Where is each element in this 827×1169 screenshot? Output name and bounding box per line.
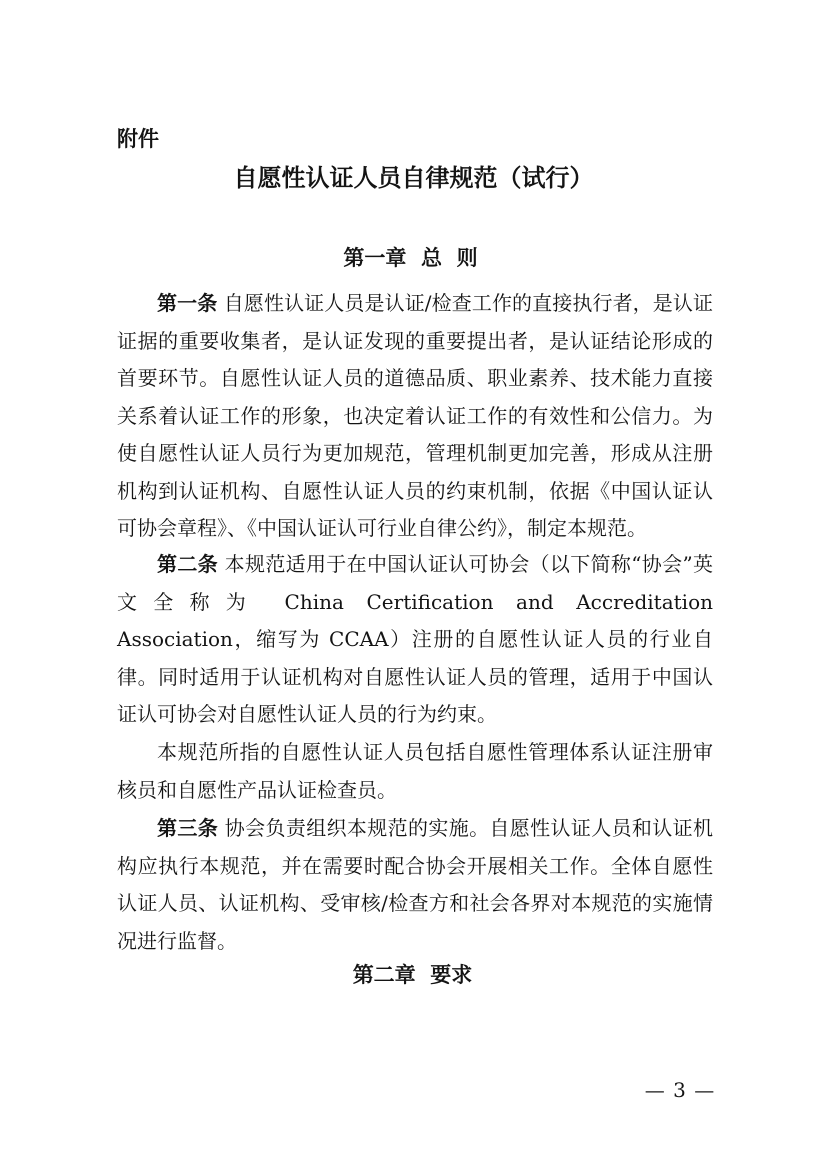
article-2-scope-text: 本规范所指的自愿性认证人员包括自愿性管理体系认证注册审核员和自愿性产品认证检查员。 bbox=[117, 740, 713, 802]
article-2-text: 本规范适用于在中国认证认可协会（以下简称“协会”英文全称为 China Certification and Accreditation Association，缩写为 CCAA）注册的自愿性认证人员的行业自律。同时适用于认证机构对自愿性认证人员的管理，适用于中国认证认可协会对自愿性认证人员的行为约束。 bbox=[117, 552, 713, 726]
chapter-1-heading: 第一章 总 则 bbox=[343, 246, 478, 270]
article-1 bbox=[117, 285, 713, 548]
article-2-paragraph-2 bbox=[117, 734, 713, 809]
article-3-label: 第三条 bbox=[157, 816, 219, 840]
article-3-text: 协会负责组织本规范的实施。自愿性认证人员和认证机构应执行本规范，并在需要时配合协会开展相关工作。全体自愿性认证人员、认证机构、受审核/检查方和社会各界对本规范的实施情况进行监督。 bbox=[117, 816, 714, 953]
article-1-label: 第一条 bbox=[157, 291, 218, 315]
article-2 bbox=[117, 546, 713, 734]
attachment-label: 附件 bbox=[117, 127, 159, 151]
article-1-text: 自愿性认证人员是认证/检查工作的直接执行者，是认证证据的重要收集者，是认证发现的重要提出者，是认证结论形成的首要环节。自愿性认证人员的道德品质、职业素养、技术能力直接关系着认证工作的形象，也决定着认证工作的有效性和公信力。为使自愿性认证人员行为更加规范，管理机制更加完善，形成从注册机构到认证机构、自愿性认证人员的约束机制，依据《中国认证认可协会章程》、《中国认证认可行业自律公约》，制定本规范。 bbox=[117, 291, 713, 540]
page-number: — 3 — bbox=[644, 1078, 716, 1102]
chapter-2-heading: 第二章 要求 bbox=[352, 963, 473, 987]
article-3 bbox=[117, 810, 713, 960]
document-title: 自愿性认证人员自律规范（试行） bbox=[233, 164, 594, 192]
article-2-label: 第二条 bbox=[157, 552, 218, 576]
